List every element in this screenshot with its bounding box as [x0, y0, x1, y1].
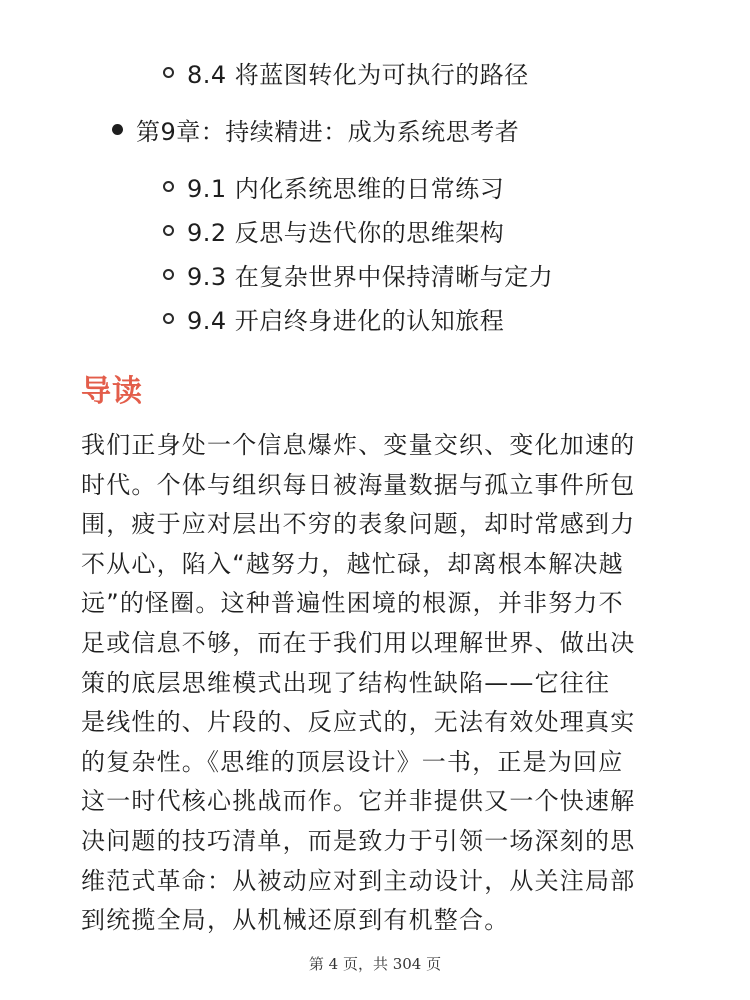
- hollow-bullet-icon: [163, 67, 174, 78]
- page-number-footer: 第 4 页，共 304 页: [308, 955, 442, 973]
- toc-item-9-4[interactable]: [163, 298, 504, 338]
- paragraph-line: 的复杂性。《思维的顶层设计》一书，正是为回应: [81, 747, 624, 776]
- paragraph-line: 维范式革命：从被动应对到主动设计，从关注局部: [81, 866, 636, 895]
- toc-item-8-4[interactable]: [163, 52, 529, 92]
- toc-item-label: 9.2 反思与迭代你的思维架构: [187, 218, 505, 247]
- paragraph-line: 时代。个体与组织每日被海量数据与孤立事件所包: [81, 470, 636, 499]
- toc-item-9-3[interactable]: [163, 254, 553, 294]
- toc-item-9-2[interactable]: [163, 210, 504, 250]
- toc-item-label: 9.1 内化系统思维的日常练习: [187, 174, 505, 203]
- section-heading: 导读: [81, 374, 143, 409]
- toc-item-chapter-9[interactable]: [112, 109, 519, 149]
- paragraph-line: 策的底层思维模式出现了结构性缺陷——它往往: [81, 668, 611, 697]
- paragraph-line: 围，疲于应对层出不穷的表象问题，却时常感到力: [81, 510, 636, 539]
- paragraph-line: 是线性的、片段的、反应式的，无法有效处理真实: [81, 708, 636, 737]
- paragraph-line: 这一时代核心挑战而作。它并非提供又一个快速解: [81, 787, 636, 816]
- toc-item-label: 8.4 将蓝图转化为可执行的路径: [187, 60, 529, 89]
- toc-item-label: 9.4 开启终身进化的认知旅程: [187, 306, 505, 335]
- toc-item-label: 9.3 在复杂世界中保持清晰与定力: [187, 262, 554, 291]
- hollow-bullet-icon: [163, 181, 174, 192]
- paragraph-line: 足或信息不够，而在于我们用以理解世界、做出决: [81, 628, 636, 657]
- hollow-bullet-icon: [163, 269, 174, 280]
- paragraph-line: 远”的怪圈。这种普遍性困境的根源，并非努力不: [81, 589, 624, 618]
- toc-item-label: 第9章：持续精进：成为系统思考者: [136, 117, 520, 146]
- paragraph-line: 到统揽全局，从机械还原到有机整合。: [81, 906, 510, 935]
- hollow-bullet-icon: [163, 313, 174, 324]
- solid-bullet-icon: [112, 124, 123, 135]
- intro-paragraph: [81, 426, 691, 941]
- toc-item-9-1[interactable]: [163, 166, 504, 206]
- paragraph-line: 不从心，陷入“越努力，越忙碌，却离根本解决越: [81, 549, 624, 578]
- hollow-bullet-icon: [163, 225, 174, 236]
- paragraph-line: 我们正身处一个信息爆炸、变量交织、变化加速的: [81, 431, 636, 459]
- paragraph-line: 决问题的技巧清单，而是致力于引领一场深刻的思: [81, 826, 636, 855]
